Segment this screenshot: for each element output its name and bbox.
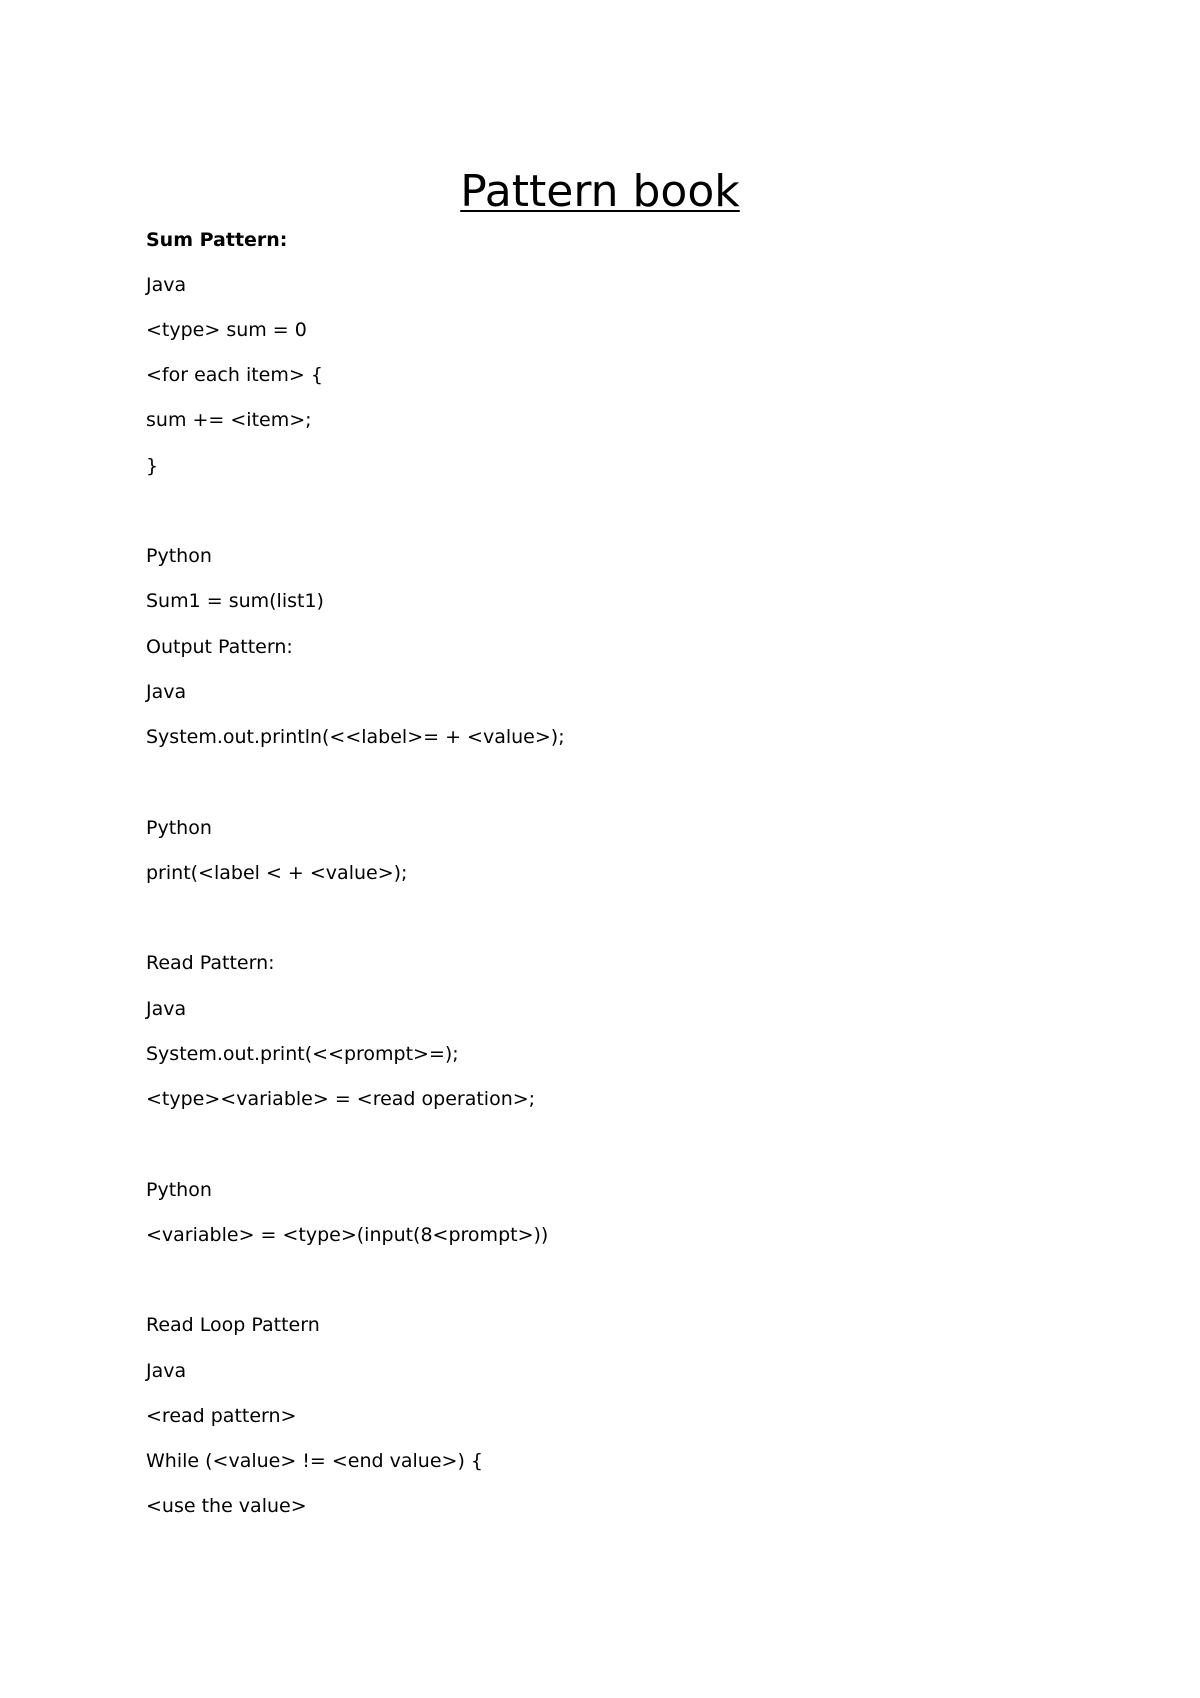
code-line: <variable> = <type>(input(8<prompt>)) bbox=[146, 1224, 549, 1246]
section-heading-read-pattern: Read Pattern: bbox=[146, 952, 275, 974]
language-label-python: Python bbox=[146, 545, 212, 567]
section-heading-output-pattern: Output Pattern: bbox=[146, 636, 293, 658]
code-line: <for each item> { bbox=[146, 364, 323, 386]
language-label-python: Python bbox=[146, 817, 212, 839]
language-label-python: Python bbox=[146, 1179, 212, 1201]
section-heading-sum-pattern: Sum Pattern: bbox=[146, 229, 288, 251]
code-line: While (<value> != <end value>) { bbox=[146, 1450, 483, 1472]
code-line: } bbox=[146, 455, 159, 477]
page-title: Pattern book bbox=[460, 166, 740, 217]
code-line: <use the value> bbox=[146, 1495, 307, 1517]
section-heading-read-loop-pattern: Read Loop Pattern bbox=[146, 1314, 320, 1336]
code-line: <type><variable> = <read operation>; bbox=[146, 1088, 536, 1110]
code-line: System.out.println(<<label>= + <value>); bbox=[146, 726, 565, 748]
code-line: Sum1 = sum(list1) bbox=[146, 590, 324, 612]
language-label-java: Java bbox=[146, 1360, 187, 1382]
code-line: System.out.print(<<prompt>=); bbox=[146, 1043, 459, 1065]
code-line: <type> sum = 0 bbox=[146, 319, 307, 341]
code-line: <read pattern> bbox=[146, 1405, 297, 1427]
code-line: print(<label < + <value>); bbox=[146, 862, 408, 884]
code-line: sum += <item>; bbox=[146, 409, 312, 431]
language-label-java: Java bbox=[146, 274, 187, 296]
language-label-java: Java bbox=[146, 998, 187, 1020]
language-label-java: Java bbox=[146, 681, 187, 703]
